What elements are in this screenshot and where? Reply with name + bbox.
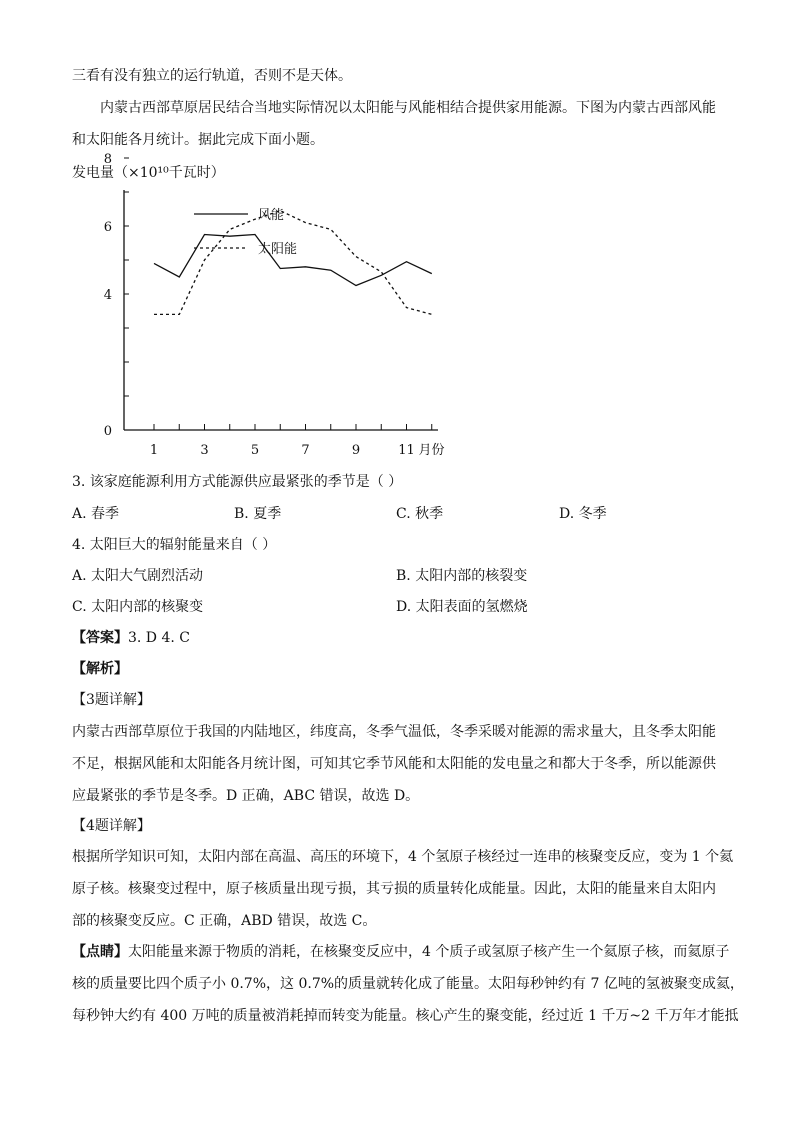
detail3-line-2: 不足，根据风能和太阳能各月统计图，可知其它季节风能和太阳能的发电量之和都大于冬季，所以能源供 <box>72 756 716 772</box>
x-tick-label: 9 <box>351 443 361 458</box>
series-lines <box>154 211 432 315</box>
detail4-line-2: 原子核。核聚变过程中，原子核质量出现亏损，其亏损的质量转化成能量。因此，太阳的能量来自太阳内 <box>72 881 716 897</box>
y-tick-label: 0 <box>103 424 112 439</box>
tip-first-text: 太阳能量来源于物质的消耗，在核聚变反应中，4 个质子或氢原子核产生一个氦原子核，而氦原子 <box>128 944 730 960</box>
detail3-line-3: 应最紧张的季节是冬季。D 正确，ABC 错误，故选 D。 <box>72 788 420 804</box>
chart-title: 发电量（×10¹⁰千瓦时） <box>72 165 225 181</box>
analysis-label: 【解析】 <box>72 661 128 677</box>
tip-line-2: 核的质量要比四个质子小 0.7%，这 0.7%的质量就转化成了能量。太阳每秒钟约有 7 亿吨的氢被聚变成氦， <box>72 976 744 992</box>
detail4-label: 【4题详解】 <box>72 818 151 834</box>
x-tick-label: 5 <box>250 443 260 458</box>
intro-line-1: 三看有没有独立的运行轨道，否则不是天体。 <box>72 68 352 84</box>
q3-option-a[interactable]: A. 春季 <box>72 506 120 522</box>
q3-option-b[interactable]: B. 夏季 <box>234 506 282 522</box>
chart-legend <box>194 207 297 257</box>
legend-label: 风能 <box>258 208 285 223</box>
q4-option-a[interactable]: A. 太阳大气剧烈活动 <box>72 568 204 584</box>
x-tick-marks <box>154 424 432 430</box>
tip-line-1 <box>72 942 729 962</box>
series-line-solar <box>154 211 432 315</box>
x-tick-label: 1 <box>149 443 159 458</box>
line-chart-svg <box>72 152 492 465</box>
q4-option-c[interactable]: C. 太阳内部的核聚变 <box>72 599 204 615</box>
q4-option-b[interactable]: B. 太阳内部的核裂变 <box>396 568 528 584</box>
y-tick-labels <box>104 152 112 439</box>
q3-stem: 3. 该家庭能源利用方式能源供应最紧张的季节是（ ） <box>72 474 403 490</box>
q3-option-d[interactable]: D. 冬季 <box>559 506 607 522</box>
x-tick-label: 3 <box>200 443 209 458</box>
y-tick-marks <box>124 158 129 396</box>
energy-chart <box>72 152 492 465</box>
answer-label: 【答案】 <box>72 630 128 646</box>
x-tick-labels <box>150 443 415 458</box>
q4-stem: 4. 太阳巨大的辐射能量来自（ ） <box>72 537 277 553</box>
detail3-label: 【3题详解】 <box>72 692 151 708</box>
x-tick-label: 7 <box>301 443 310 458</box>
y-tick-label: 6 <box>103 220 112 235</box>
x-tick-label: 11 <box>398 443 415 458</box>
q3-option-c[interactable]: C. 秋季 <box>396 506 444 522</box>
legend-label: 太阳能 <box>258 242 298 257</box>
answer-text: 3. D 4. C <box>128 630 191 646</box>
detail3-line-1: 内蒙古西部草原位于我国的内陆地区，纬度高，冬季气温低，冬季采暖对能源的需求量大，且冬季太阳能 <box>72 724 716 740</box>
answer-line <box>72 628 190 648</box>
q4-option-d[interactable]: D. 太阳表面的氢燃烧 <box>396 599 528 615</box>
tip-label: 【点睛】 <box>72 944 128 960</box>
intro-line-2: 内蒙古西部草原居民结合当地实际情况以太阳能与风能相结合提供家用能源。下图为内蒙古西部风能 <box>100 100 716 116</box>
detail4-line-1: 根据所学知识可知，太阳内部在高温、高压的环境下，4 个氢原子核经过一连串的核聚变反应，变为 1 个氦 <box>72 849 734 865</box>
intro-line-3: 和太阳能各月统计。据此完成下面小题。 <box>72 132 324 148</box>
y-tick-label: 4 <box>103 288 112 303</box>
tip-line-3: 每秒钟大约有 400 万吨的质量被消耗掉而转变为能量。核心产生的聚变能，经过近 1 千万~2 千万年才能抵 <box>72 1008 739 1024</box>
detail4-line-3: 部的核聚变反应。C 正确，ABD 错误，故选 C。 <box>72 913 377 929</box>
y-tick-label: 8 <box>103 152 112 167</box>
x-axis-label: 月份 <box>418 443 445 458</box>
